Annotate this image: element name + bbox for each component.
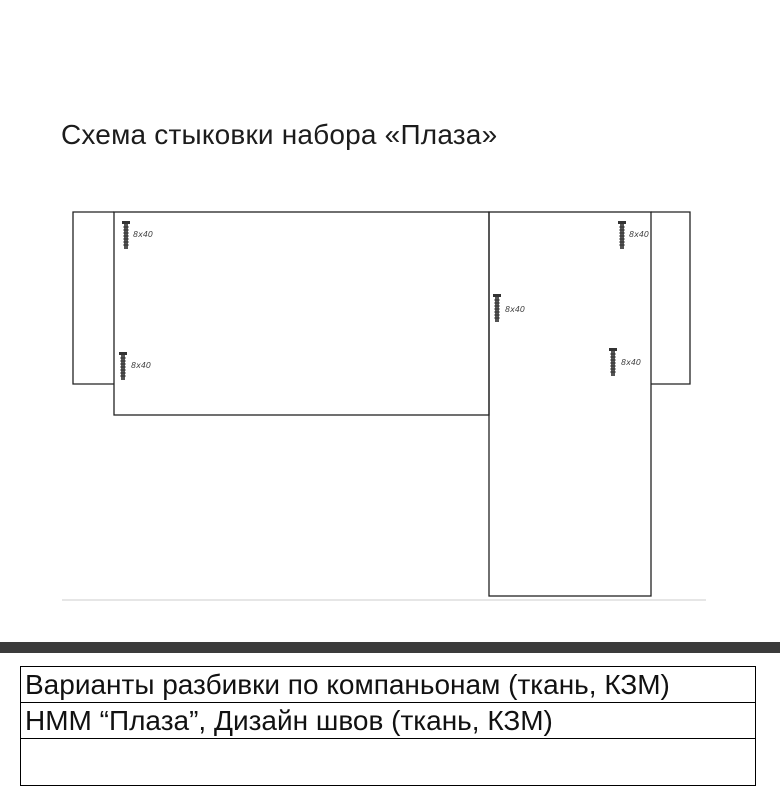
screw-label: 8x40 xyxy=(505,305,526,314)
screw-icon xyxy=(493,294,501,322)
left-armrest xyxy=(73,212,114,384)
screw-label: 8x40 xyxy=(629,230,650,239)
screw-icon xyxy=(609,348,617,376)
screw-label: 8x40 xyxy=(621,358,642,367)
section-divider xyxy=(0,642,780,653)
screw-label: 8x40 xyxy=(131,361,152,370)
options-table xyxy=(20,666,756,786)
screw-label: 8x40 xyxy=(133,230,154,239)
chaise-module xyxy=(489,212,651,596)
main-module xyxy=(114,212,489,415)
screw-icon xyxy=(618,221,626,249)
table-row: НММ “Плаза”, Дизайн швов (ткань, КЗМ) xyxy=(21,703,755,739)
screw-icon xyxy=(122,221,130,249)
scheme-title: Схема стыковки набора «Плаза» xyxy=(61,119,498,150)
table-row: Варианты разбивки по компаньонам (ткань, КЗМ) xyxy=(21,667,755,703)
screw-icon xyxy=(119,352,127,380)
right-armrest xyxy=(651,212,690,384)
